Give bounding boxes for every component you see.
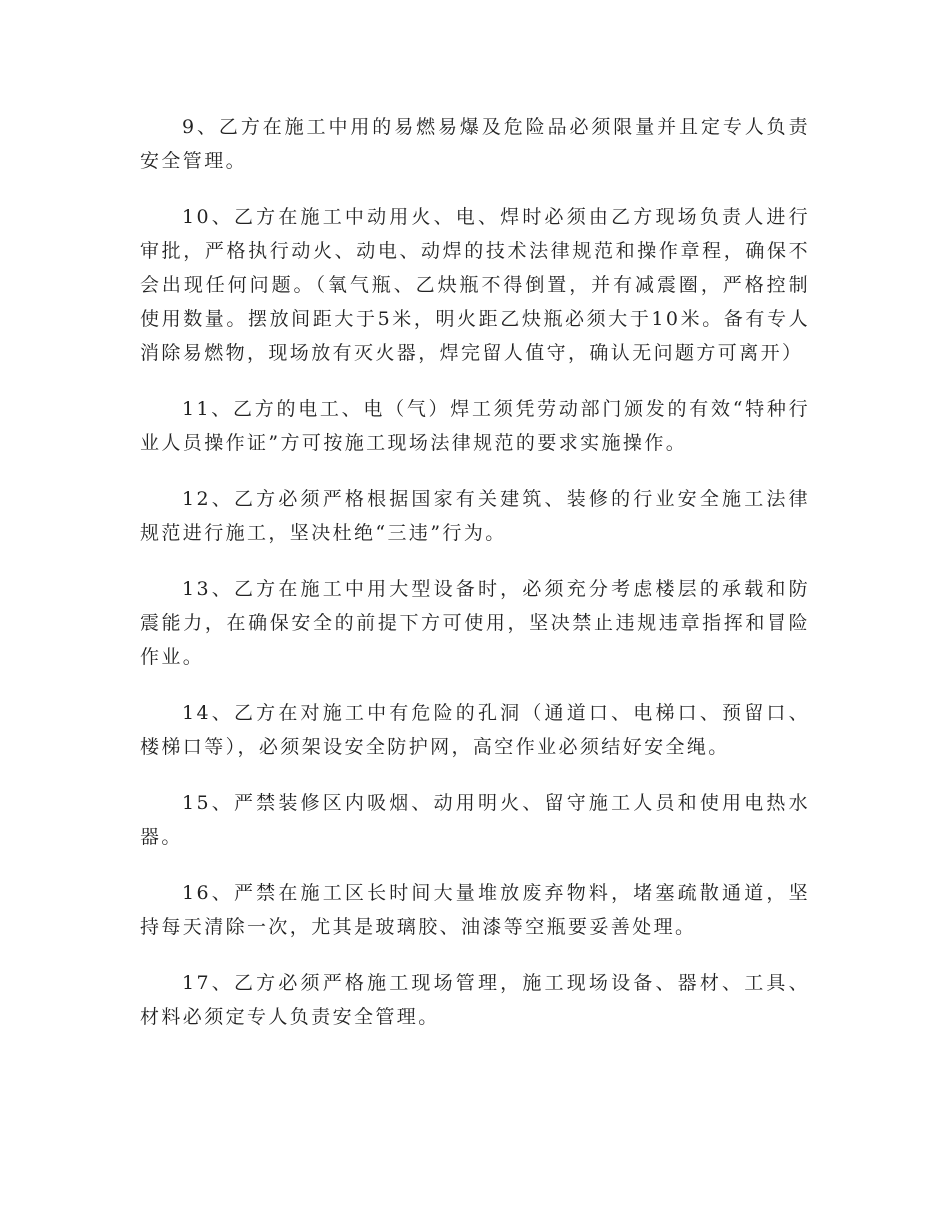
clause-12: 12、乙方必须严格根据国家有关建筑、装修的行业安全施工法律规范进行施工，坚决杜绝“三违”行为。 bbox=[140, 488, 810, 544]
clause-14: 14、乙方在对施工中有危险的孔洞（通道口、电梯口、预留口、楼梯口等），必须架设安全防护网，高空作业必须结好安全绳。 bbox=[140, 702, 810, 758]
clause-10: 10、乙方在施工中动用火、电、焊时必须由乙方现场负责人进行审批，严格执行动火、动电、动焊的技术法律规范和操作章程，确保不会出现任何问题。（氧气瓶、乙炔瓶不得倒置，并有减震圈，严格控制使用数量。摆放间距大于5米，明火距乙炔瓶必须大于10米。备有专人消除易燃物，现场放有灭火器，焊完留人值守，确认无问题方可离开） bbox=[140, 206, 810, 364]
clause-11: 11、乙方的电工、电（气）焊工须凭劳动部门颁发的有效“特种行业人员操作证”方可按施工现场法律规范的要求实施操作。 bbox=[140, 398, 810, 454]
clause-15: 15、严禁装修区内吸烟、动用明火、留守施工人员和使用电热水器。 bbox=[140, 792, 810, 848]
clause-17: 17、乙方必须严格施工现场管理，施工现场设备、器材、工具、材料必须定专人负责安全管理。 bbox=[140, 972, 810, 1028]
clause-9: 9、乙方在施工中用的易燃易爆及危险品必须限量并且定专人负责安全管理。 bbox=[140, 116, 810, 172]
clause-16: 16、严禁在施工区长时间大量堆放废弃物料，堵塞疏散通道，坚持每天清除一次，尤其是玻璃胶、油漆等空瓶要妥善处理。 bbox=[140, 882, 810, 938]
clause-13: 13、乙方在施工中用大型设备时，必须充分考虑楼层的承载和防震能力，在确保安全的前提下方可使用，坚决禁止违规违章指挥和冒险作业。 bbox=[140, 578, 810, 668]
